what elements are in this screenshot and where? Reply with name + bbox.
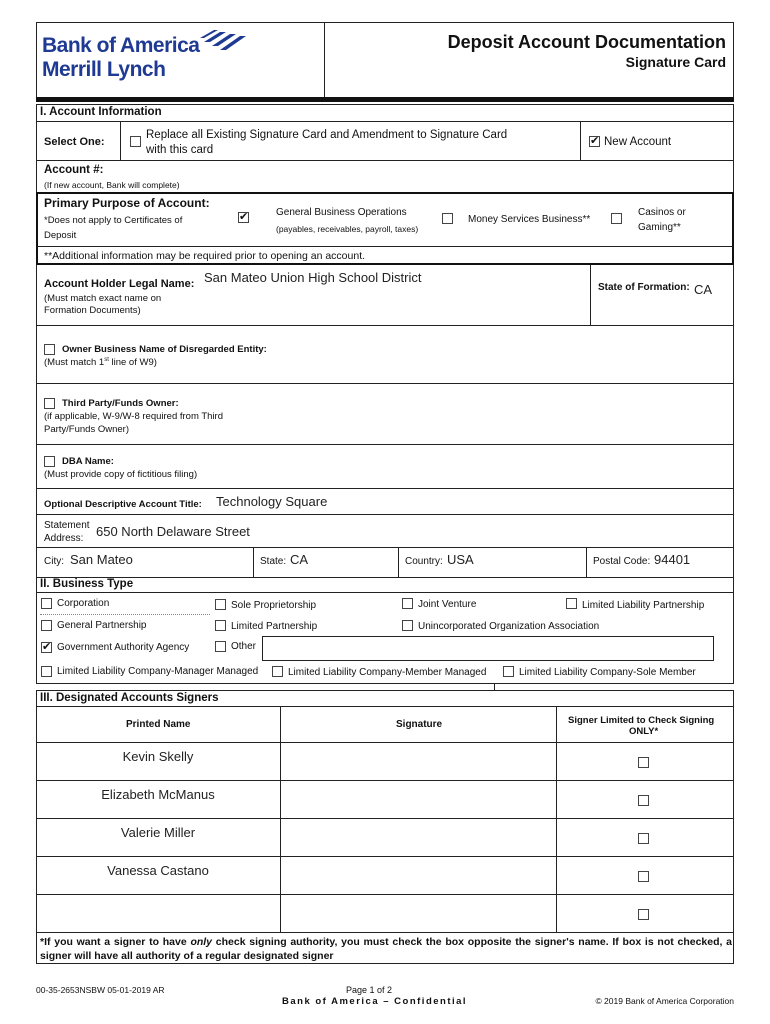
city-label: City: [44, 556, 64, 567]
col-signature: Signature [396, 719, 443, 730]
rule [37, 246, 733, 247]
bt-llc-manager-label: Limited Liability Company-Manager Managed [57, 666, 259, 677]
primary-purpose-note-2: Deposit [44, 230, 77, 241]
optional-title-value[interactable]: Technology Square [216, 494, 328, 509]
bt-general-partnership-label: General Partnership [57, 620, 147, 631]
country-label: Country: [405, 556, 443, 567]
rule [733, 577, 734, 683]
owner-business-note-pre: (Must match 1 [44, 357, 105, 369]
signer-limited-checkbox[interactable] [638, 871, 649, 882]
bt-llc-member-label: Limited Liability Company-Member Managed [288, 667, 487, 678]
signer-name[interactable]: Vanessa Castano [107, 863, 209, 878]
bt-llc-manager-checkbox[interactable] [41, 666, 52, 677]
footer-confidential: Bank of America – Confidential [282, 996, 468, 1007]
owner-business-checkbox[interactable] [44, 344, 55, 355]
dba-note: (Must provide copy of fictitious filing) [44, 469, 198, 480]
rule [36, 547, 734, 548]
rule [120, 121, 121, 160]
purpose-casino-checkbox[interactable] [611, 213, 622, 224]
rule [253, 547, 254, 577]
dba-checkbox[interactable] [44, 456, 55, 467]
state-formation-label: State of Formation: [598, 282, 690, 293]
purpose-general-checkbox[interactable] [238, 212, 249, 223]
postal-value[interactable]: 94401 [654, 552, 691, 567]
bt-corporation-checkbox[interactable] [41, 598, 52, 609]
header-divider [324, 22, 325, 100]
bt-limited-partnership-checkbox[interactable] [215, 620, 226, 631]
signer-signature-field[interactable] [281, 742, 556, 779]
brand-name-line1: Bank of America [42, 34, 200, 57]
third-party-note-1: (if applicable, W-9/W-8 required from Third [44, 411, 223, 422]
signer-footnote-post: check signing authority, you must check the box opposite the signer's name. If box is not checked, a signer will have all authority of a regular designated signer [40, 936, 733, 962]
rule [40, 614, 210, 615]
replace-card-label-line2: with this card [146, 144, 214, 156]
signer-signature-field[interactable] [281, 856, 556, 893]
purpose-casino-label-2: Gaming** [638, 222, 681, 233]
col-limited-1: Signer Limited to Check Signing [568, 715, 715, 726]
signer-limited-checkbox[interactable] [638, 757, 649, 768]
rule [36, 160, 734, 161]
optional-title-label: Optional Descriptive Account Title: [44, 499, 202, 510]
statement-address-value[interactable]: 650 North Delaware Street [96, 524, 250, 539]
rule [36, 383, 734, 384]
third-party-note-2: Party/Funds Owner) [44, 424, 129, 435]
rule [398, 547, 399, 577]
footer-copyright: © 2019 Bank of America Corporation [595, 996, 734, 1006]
third-party-checkbox[interactable] [44, 398, 55, 409]
brand-name-line2: Merrill Lynch [42, 58, 166, 81]
doc-subtitle: Signature Card [625, 54, 726, 70]
purpose-general-sub: (payables, receivables, payroll, taxes) [276, 224, 419, 234]
signer-name[interactable]: Elizabeth McManus [101, 787, 215, 802]
rule [586, 547, 587, 577]
rule [36, 706, 734, 707]
account-number-label: Account #: [44, 164, 104, 176]
rule [556, 706, 557, 932]
third-party-label: Third Party/Funds Owner: [62, 398, 179, 409]
bt-unincorporated-label: Unincorporated Organization Association [418, 621, 600, 632]
rule [36, 577, 37, 683]
statement-label-1: Statement [44, 520, 90, 531]
bt-llc-sole-checkbox[interactable] [503, 666, 514, 677]
bt-other-label: Other [231, 641, 257, 652]
footer-page: Page 1 of 2 [346, 985, 393, 995]
doc-title: Deposit Account Documentation [447, 32, 726, 52]
bt-llc-sole-label: Limited Liability Company-Sole Member [519, 667, 696, 678]
bt-llp-label: Limited Liability Partnership [582, 600, 705, 611]
legal-name-note-2: Formation Documents) [44, 305, 141, 316]
primary-purpose-note-1: *Does not apply to Certificates of [44, 215, 183, 226]
section3-heading: III. Designated Accounts Signers [37, 692, 733, 706]
bt-joint-venture-checkbox[interactable] [402, 598, 413, 609]
signer-limited-checkbox[interactable] [638, 909, 649, 920]
owner-business-note-sup: st [104, 357, 109, 363]
rule [580, 121, 581, 160]
state-label: State: [260, 556, 287, 567]
statement-label-2: Address: [44, 533, 84, 544]
owner-business-note [44, 357, 157, 368]
bt-other-checkbox[interactable] [215, 641, 226, 652]
signer-limited-checkbox[interactable] [638, 795, 649, 806]
section2-heading: II. Business Type [37, 578, 733, 592]
state-formation-value[interactable]: CA [694, 282, 713, 297]
purpose-casino-label-1: Casinos or [638, 207, 686, 218]
bt-government-checkbox[interactable] [41, 642, 52, 653]
col-printed-name: Printed Name [126, 719, 191, 730]
new-account-checkbox[interactable] [589, 136, 600, 147]
bt-government-label: Government Authority Agency [57, 642, 190, 653]
purpose-general-label: General Business Operations [276, 207, 407, 218]
bt-sole-prop-label: Sole Proprietorship [231, 600, 317, 611]
postal-label: Postal Code: [593, 556, 651, 567]
rule [36, 683, 734, 684]
signer-name[interactable]: Valerie Miller [120, 825, 196, 840]
dba-label: DBA Name: [62, 456, 114, 467]
rule [36, 121, 734, 122]
primary-purpose-label: Primary Purpose of Account: [44, 196, 210, 210]
flag-logo-icon [198, 28, 248, 54]
bt-corporation-label: Corporation [57, 598, 110, 609]
owner-business-label: Owner Business Name of Disregarded Entity: [62, 344, 267, 355]
country-value[interactable]: USA [447, 552, 474, 567]
bt-limited-partnership-label: Limited Partnership [231, 621, 318, 632]
replace-card-checkbox[interactable] [130, 136, 141, 147]
col-limited-2: ONLY* [629, 726, 659, 737]
legal-name-label: Account Holder Legal Name: [44, 278, 195, 290]
bt-llc-member-checkbox[interactable] [272, 666, 283, 677]
bt-general-partnership-checkbox[interactable] [41, 620, 52, 631]
signer-limited-checkbox[interactable] [638, 833, 649, 844]
bt-unincorporated-checkbox[interactable] [402, 620, 413, 631]
signer-name[interactable]: Kevin Skelly [122, 749, 194, 764]
replace-card-label-line1: Replace all Existing Signature Card and Amendment to Signature Card [146, 129, 508, 141]
rule [36, 932, 734, 933]
select-one-label: Select One: [44, 136, 105, 148]
rule [36, 514, 734, 515]
signer-signature-field[interactable] [281, 818, 556, 855]
section1-heading: I. Account Information [37, 106, 733, 120]
signer-footnote [40, 935, 732, 963]
signer-footnote-em: only [190, 936, 213, 948]
legal-name-note-1: (Must match exact name on [44, 293, 162, 304]
purpose-msb-label: Money Services Business** [468, 214, 591, 225]
bt-sole-prop-checkbox[interactable] [215, 599, 226, 610]
footer-form-code: 00-35-2653NSBW 05-01-2019 AR [36, 985, 165, 995]
purpose-msb-checkbox[interactable] [442, 213, 453, 224]
rule [36, 444, 734, 445]
bt-llp-checkbox[interactable] [566, 598, 577, 609]
bt-joint-venture-label: Joint Venture [418, 599, 477, 610]
new-account-label: New Account [604, 136, 672, 148]
header-thick-rule [36, 97, 734, 102]
rule [36, 592, 734, 593]
bt-other-input[interactable] [262, 636, 714, 661]
rule [590, 265, 591, 325]
city-value[interactable]: San Mateo [70, 552, 133, 567]
signer-signature-field[interactable] [281, 894, 556, 931]
owner-business-note-post: line of W9) [108, 357, 157, 369]
account-number-note: (If new account, Bank will complete) [44, 180, 180, 190]
state-value[interactable]: CA [290, 552, 309, 567]
signer-footnote-pre: *If you want a signer to have [40, 936, 191, 948]
legal-name-value[interactable]: San Mateo Union High School District [204, 270, 422, 285]
rule [36, 488, 734, 489]
additional-info-note: **Additional information may be required prior to opening an account. [44, 250, 366, 262]
rule [36, 325, 734, 326]
signer-signature-field[interactable] [281, 780, 556, 817]
